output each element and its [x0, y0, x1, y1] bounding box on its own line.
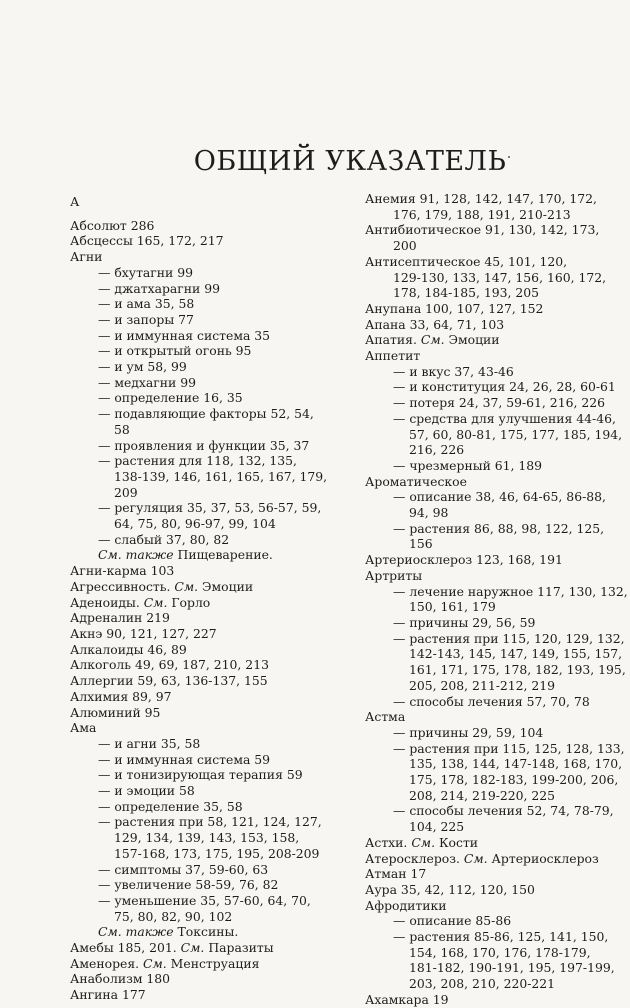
index-entry: — определение 16, 35: [98, 390, 243, 406]
index-entry: Алкоголь 49, 69, 187, 210, 213: [70, 657, 269, 673]
index-entry: Алкалоиды 46, 89: [70, 641, 187, 657]
index-entry: Апана 33, 64, 71, 103: [365, 316, 505, 332]
index-entry: Адреналин 219: [70, 610, 170, 626]
index-entry: — и запоры 77: [98, 311, 194, 327]
index-entry: — и вкус 37, 43-46: [393, 363, 514, 379]
index-entry: 138-139, 146, 161, 165, 167, 179,: [114, 468, 328, 484]
index-entry: 205, 208, 211-212, 219: [409, 677, 556, 693]
index-entry: — чрезмерный 61, 189: [393, 457, 543, 473]
index-entry: Артриты: [365, 567, 423, 583]
index-entry: Астма: [365, 709, 406, 725]
index-entry: — способы лечения 57, 70, 78: [393, 693, 590, 709]
index-entry: — подавляющие факторы 52, 54,: [98, 406, 314, 422]
index-entry: — бхутагни 99: [98, 264, 194, 280]
index-entry: 129, 134, 139, 143, 153, 158,: [114, 830, 300, 846]
index-entry: — и открытый огонь 95: [98, 343, 252, 359]
decorative-dot: [508, 156, 510, 158]
index-entry: — слабый 37, 80, 82: [98, 531, 230, 547]
index-entry: — и эмоции 58: [98, 783, 195, 799]
index-entry: — симптомы 37, 59-60, 63: [98, 861, 269, 877]
index-entry: 64, 75, 80, 96-97, 99, 104: [114, 516, 276, 532]
index-entry: 200: [393, 238, 417, 254]
index-entry: — и агни 35, 58: [98, 735, 201, 751]
index-entry: 209: [114, 484, 138, 500]
index-entry: Апатия. См. Эмоции: [365, 332, 500, 348]
index-entry: — и конституция 24, 26, 28, 60-61: [393, 379, 616, 395]
index-entry: 161, 171, 175, 178, 182, 193, 195,: [409, 662, 626, 678]
index-entry: 176, 179, 188, 191, 210-213: [393, 206, 571, 222]
index-entry: — лечение наружное 117, 130, 132,: [393, 583, 628, 599]
index-entry: Ароматическое: [365, 473, 467, 489]
index-entry: Артериосклероз 123, 168, 191: [365, 552, 563, 568]
index-entry: — и тонизирующая терапия 59: [98, 767, 303, 783]
index-entry: Анемия 91, 128, 142, 147, 170, 172,: [365, 191, 597, 206]
index-entry: — джатхарагни 99: [98, 280, 221, 296]
index-entry: — медхагни 99: [98, 374, 197, 390]
index-entry: — растения при 115, 125, 128, 133,: [393, 740, 625, 756]
index-entry: 208, 214, 219-220, 225: [409, 787, 556, 803]
index-entry: — описание 85-86: [393, 913, 512, 929]
index-entry: — и ум 58, 99: [98, 359, 187, 375]
index-entry: 135, 138, 144, 147-148, 168, 170,: [409, 756, 623, 772]
index-entry: Алюминий 95: [70, 704, 161, 720]
index-entry: Ангина 177: [70, 987, 146, 1003]
index-entry: Атман 17: [365, 866, 427, 882]
index-entry: 150, 161, 179: [409, 599, 496, 615]
index-entry: — регуляция 35, 37, 53, 56-57, 59,: [98, 500, 322, 516]
index-entry: 58: [114, 421, 130, 437]
index-entry: — и ама 35, 58: [98, 296, 195, 312]
index-entry: Антибиотическое 91, 130, 142, 173,: [365, 222, 600, 238]
index-entry: — растения для 118, 132, 135,: [98, 453, 297, 469]
index-entry: 129-130, 133, 147, 156, 160, 172,: [393, 269, 607, 285]
index-entry: Афродитики: [365, 897, 447, 913]
index-entry: Ама: [70, 720, 97, 736]
index-entry: 75, 80, 82, 90, 102: [114, 908, 233, 924]
index-entry: Атеросклероз. См. Артериосклероз: [365, 850, 599, 866]
index-entry: Амебы 185, 201. См. Паразиты: [70, 940, 274, 956]
index-entry: — уменьшение 35, 57-60, 64, 70,: [98, 892, 311, 908]
spacer: [62, 210, 332, 218]
index-column-left: [62, 194, 332, 1003]
index-entry: — средства для улучшения 44-46,: [393, 410, 616, 426]
index-entry: 104, 225: [409, 819, 465, 835]
index-entry: См. также Пищеварение.: [98, 547, 273, 563]
index-entry: — и иммунная система 35: [98, 327, 271, 343]
page-title: ОБЩИЙ УКАЗАТЕЛЬ: [193, 146, 507, 178]
index-entry: Агрессивность. См. Эмоции: [70, 578, 254, 594]
index-column-right: [357, 191, 628, 1008]
index-entry: 156: [409, 536, 433, 552]
index-entry: 94, 98: [409, 505, 449, 521]
index-entry: 57, 60, 80-81, 175, 177, 185, 194,: [409, 426, 623, 442]
index-entry: — увеличение 58-59, 76, 82: [98, 877, 279, 893]
index-entry: 181-182, 190-191, 195, 197-199,: [409, 960, 615, 976]
index-entry: 154, 168, 170, 176, 178-179,: [409, 944, 591, 960]
index-entry: Агни: [70, 249, 103, 265]
index-entry: 203, 208, 210, 220-221: [409, 976, 556, 992]
index-entry: Анаболизм 180: [70, 971, 171, 987]
index-entry: Ахамкара 19: [365, 991, 449, 1007]
index-entry: Абсолют 286: [70, 217, 155, 233]
index-entry: 157-168, 173, 175, 195, 208-209: [114, 845, 320, 861]
index-entry: — растения 85-86, 125, 141, 150,: [393, 929, 609, 945]
index-entry: Акнэ 90, 121, 127, 227: [70, 625, 217, 641]
index-entry: 178, 184-185, 193, 205: [393, 285, 540, 301]
index-entry: — причины 29, 59, 104: [393, 724, 544, 740]
index-entry: — потеря 24, 37, 59-61, 216, 226: [393, 395, 605, 411]
index-entry: — растения при 115, 120, 129, 132,: [393, 630, 625, 646]
index-entry: Анупана 100, 107, 127, 152: [365, 300, 544, 316]
index-entry: Абсцессы 165, 172, 217: [70, 233, 224, 249]
index-entry: Аллергии 59, 63, 136-137, 155: [70, 673, 268, 689]
index-entry: Антисептическое 45, 101, 120,: [365, 253, 568, 269]
index-entry: Агни-карма 103: [70, 563, 175, 579]
index-entry: Аппетит: [365, 348, 421, 364]
index-letter-heading: А: [70, 194, 80, 209]
index-entry: Аура 35, 42, 112, 120, 150: [365, 881, 535, 897]
index-entry: См. также Токсины.: [98, 924, 239, 940]
index-entry: — определение 35, 58: [98, 798, 243, 814]
index-entry: 216, 226: [409, 442, 465, 458]
index-entry: — способы лечения 52, 74, 78-79,: [393, 803, 614, 819]
index-entry: — растения 86, 88, 98, 122, 125,: [393, 520, 605, 536]
index-entry: Аменорея. См. Менструация: [70, 955, 260, 971]
index-entry: — растения при 58, 121, 124, 127,: [98, 814, 322, 830]
index-entry: 175, 178, 182-183, 199-200, 206,: [409, 772, 619, 788]
index-entry: Аденоиды. См. Горло: [70, 594, 211, 610]
index-entry: — описание 38, 46, 64-65, 86-88,: [393, 489, 606, 505]
index-entry: 142-143, 145, 147, 149, 155, 157,: [409, 646, 623, 662]
index-entry: — причины 29, 56, 59: [393, 614, 536, 630]
index-entry: Алхимия 89, 97: [70, 688, 172, 704]
index-entry: — и иммунная система 59: [98, 751, 271, 767]
index-entry: — проявления и функции 35, 37: [98, 437, 310, 453]
index-entry: Астхи. См. Кости: [365, 834, 479, 850]
